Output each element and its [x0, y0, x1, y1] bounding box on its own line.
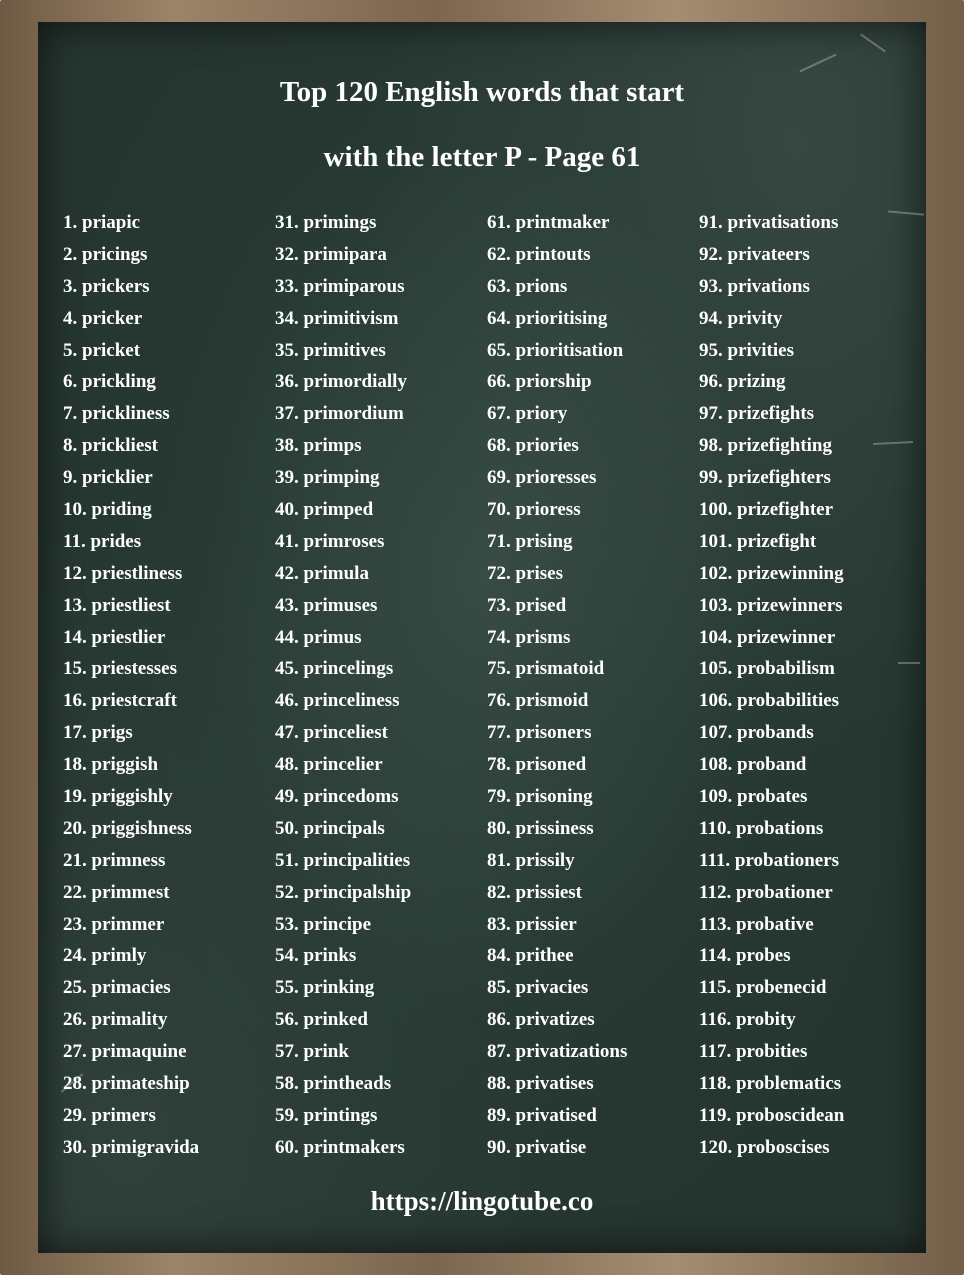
word-item: 113. probative [699, 913, 814, 935]
word-item: 17. prigs [63, 722, 133, 744]
word-item: 69. prioresses [487, 467, 597, 489]
word-item: 118. problematics [699, 1073, 842, 1095]
word-item: 90. privatise [487, 1136, 587, 1158]
word-item: 99. prizefighters [699, 467, 831, 489]
word-item: 58. printheads [275, 1073, 392, 1095]
word-item: 109. probates [699, 786, 808, 808]
word-item: 49. princedoms [275, 786, 399, 808]
word-item: 8. prickliest [63, 435, 158, 457]
site-url: https://lingotube.co [370, 1186, 594, 1216]
word-item: 34. primitivism [275, 307, 399, 329]
word-item: 119. proboscidean [699, 1104, 845, 1126]
word-item: 27. primaquine [63, 1041, 187, 1063]
word-item: 120. proboscises [699, 1136, 830, 1158]
word-item: 47. princeliest [275, 722, 388, 744]
word-item: 70. prioress [487, 499, 581, 521]
word-item: 80. prissiness [487, 817, 594, 839]
word-item: 13. priestliest [63, 594, 171, 616]
word-item: 46. princeliness [275, 690, 400, 712]
word-item: 71. prising [487, 530, 573, 552]
word-item: 7. prickliness [63, 403, 170, 425]
word-item: 60. printmakers [275, 1136, 405, 1158]
word-item: 52. principalship [275, 881, 412, 903]
word-list [63, 211, 911, 1171]
word-item: 24. primly [63, 945, 147, 967]
word-item: 92. privateers [699, 243, 810, 265]
word-item: 30. primigravida [63, 1136, 200, 1158]
word-item: 86. privatizes [487, 1009, 595, 1031]
word-item: 81. prissily [487, 849, 575, 871]
word-item: 62. printouts [487, 243, 591, 265]
word-item: 9. pricklier [63, 467, 153, 489]
word-item: 106. probabilities [699, 690, 840, 712]
word-item: 51. principalities [275, 849, 411, 871]
word-item: 107. probands [699, 722, 814, 744]
word-item: 21. primness [63, 849, 166, 871]
word-item: 20. priggishness [63, 817, 192, 839]
word-item: 45. princelings [275, 658, 394, 680]
word-item: 36. primordially [275, 371, 407, 393]
word-item: 29. primers [63, 1104, 156, 1126]
word-item: 19. priggishly [63, 786, 173, 808]
word-item: 88. privatises [487, 1073, 594, 1095]
word-column-3 [487, 211, 699, 1168]
word-item: 82. prissiest [487, 881, 582, 903]
word-item: 89. privatised [487, 1104, 597, 1126]
word-item: 31. primings [275, 212, 377, 233]
word-item: 10. priding [63, 499, 152, 521]
word-item: 103. prizewinners [699, 594, 843, 616]
word-item: 75. prismatoid [487, 658, 605, 680]
word-item: 59. printings [275, 1104, 378, 1126]
word-item: 79. prisoning [487, 786, 593, 808]
word-item: 63. prions [487, 275, 568, 297]
word-item: 15. priestesses [63, 658, 177, 680]
word-item: 4. pricker [63, 307, 143, 329]
word-item: 73. prised [487, 594, 567, 616]
word-item: 76. prismoid [487, 690, 589, 712]
word-item: 100. prizefighter [699, 499, 834, 521]
word-item: 104. prizewinner [699, 626, 836, 648]
word-item: 38. primps [275, 435, 362, 457]
word-item: 94. privity [699, 307, 783, 329]
word-item: 5. pricket [63, 339, 141, 361]
word-item: 12. priestliness [63, 562, 183, 584]
word-item: 85. privacies [487, 977, 589, 999]
word-item: 55. prinking [275, 977, 375, 999]
word-item: 18. priggish [63, 754, 159, 776]
word-item: 50. principals [275, 817, 385, 839]
word-item: 2. pricings [63, 243, 148, 265]
word-item: 54. prinks [275, 945, 357, 967]
word-item: 32. primipara [275, 243, 387, 265]
word-item: 116. probity [699, 1009, 796, 1031]
word-item: 16. priestcraft [63, 690, 177, 712]
word-item: 35. primitives [275, 339, 386, 361]
word-item: 84. prithee [487, 945, 574, 967]
chalk-scratch [860, 34, 886, 53]
word-item: 66. priorship [487, 371, 592, 393]
word-item: 68. priories [487, 435, 579, 457]
word-item: 78. prisoned [487, 754, 587, 776]
word-item: 93. privations [699, 275, 810, 297]
word-item: 42. primula [275, 562, 369, 584]
word-item: 25. primacies [63, 977, 171, 999]
word-item: 67. priory [487, 403, 568, 425]
word-item: 96. prizing [699, 371, 786, 393]
word-item: 23. primmer [63, 913, 165, 935]
word-item: 72. prises [487, 562, 563, 584]
word-item: 115. probenecid [699, 977, 827, 999]
word-item: 112. probationer [699, 881, 833, 903]
word-item: 57. prink [275, 1041, 349, 1063]
word-item: 41. primroses [275, 530, 385, 552]
word-item: 83. prissier [487, 913, 577, 935]
word-item: 28. primateship [63, 1073, 190, 1095]
word-column-4 [699, 211, 911, 1168]
word-item: 74. prisms [487, 626, 571, 648]
word-item: 65. prioritisation [487, 339, 624, 361]
word-item: 111. probationers [699, 849, 840, 871]
word-item: 114. probes [699, 945, 791, 967]
word-item: 14. priestlier [63, 626, 166, 648]
word-item: 3. prickers [63, 275, 150, 297]
chalk-scratch [799, 54, 836, 73]
word-item: 26. primality [63, 1009, 168, 1031]
word-item: 43. primuses [275, 594, 378, 616]
word-item: 56. prinked [275, 1009, 368, 1031]
word-item: 40. primped [275, 499, 374, 521]
word-item: 39. primping [275, 467, 380, 489]
word-item: 6. prickling [63, 371, 156, 393]
word-item: 37. primordium [275, 403, 404, 425]
word-item: 105. probabilism [699, 658, 835, 680]
word-item: 53. principe [275, 913, 372, 935]
word-item: 91. privatisations [699, 212, 839, 233]
page-title-line-2: with the letter P - Page 61 [323, 141, 641, 173]
word-item: 64. prioritising [487, 307, 608, 329]
word-item: 108. proband [699, 754, 807, 776]
page-title-line-1: Top 120 English words that start [279, 76, 685, 108]
word-item: 77. prisoners [487, 722, 592, 744]
word-item: 110. probations [699, 817, 824, 839]
word-item: 1. priapic [63, 212, 141, 233]
word-item: 101. prizefight [699, 530, 817, 552]
word-item: 44. primus [275, 626, 362, 648]
word-item: 95. privities [699, 339, 794, 361]
word-item: 11. prides [63, 530, 142, 552]
word-item: 33. primiparous [275, 275, 405, 297]
word-item: 61. printmaker [487, 212, 610, 233]
word-item: 117. probities [699, 1041, 808, 1063]
word-column-2 [275, 211, 487, 1168]
word-item: 48. princelier [275, 754, 383, 776]
word-item: 97. prizefights [699, 403, 815, 425]
word-item: 102. prizewinning [699, 562, 844, 584]
word-item: 98. prizefighting [699, 435, 832, 457]
word-column-1 [63, 211, 275, 1168]
word-item: 22. primmest [63, 881, 170, 903]
word-item: 87. privatizations [487, 1041, 628, 1063]
